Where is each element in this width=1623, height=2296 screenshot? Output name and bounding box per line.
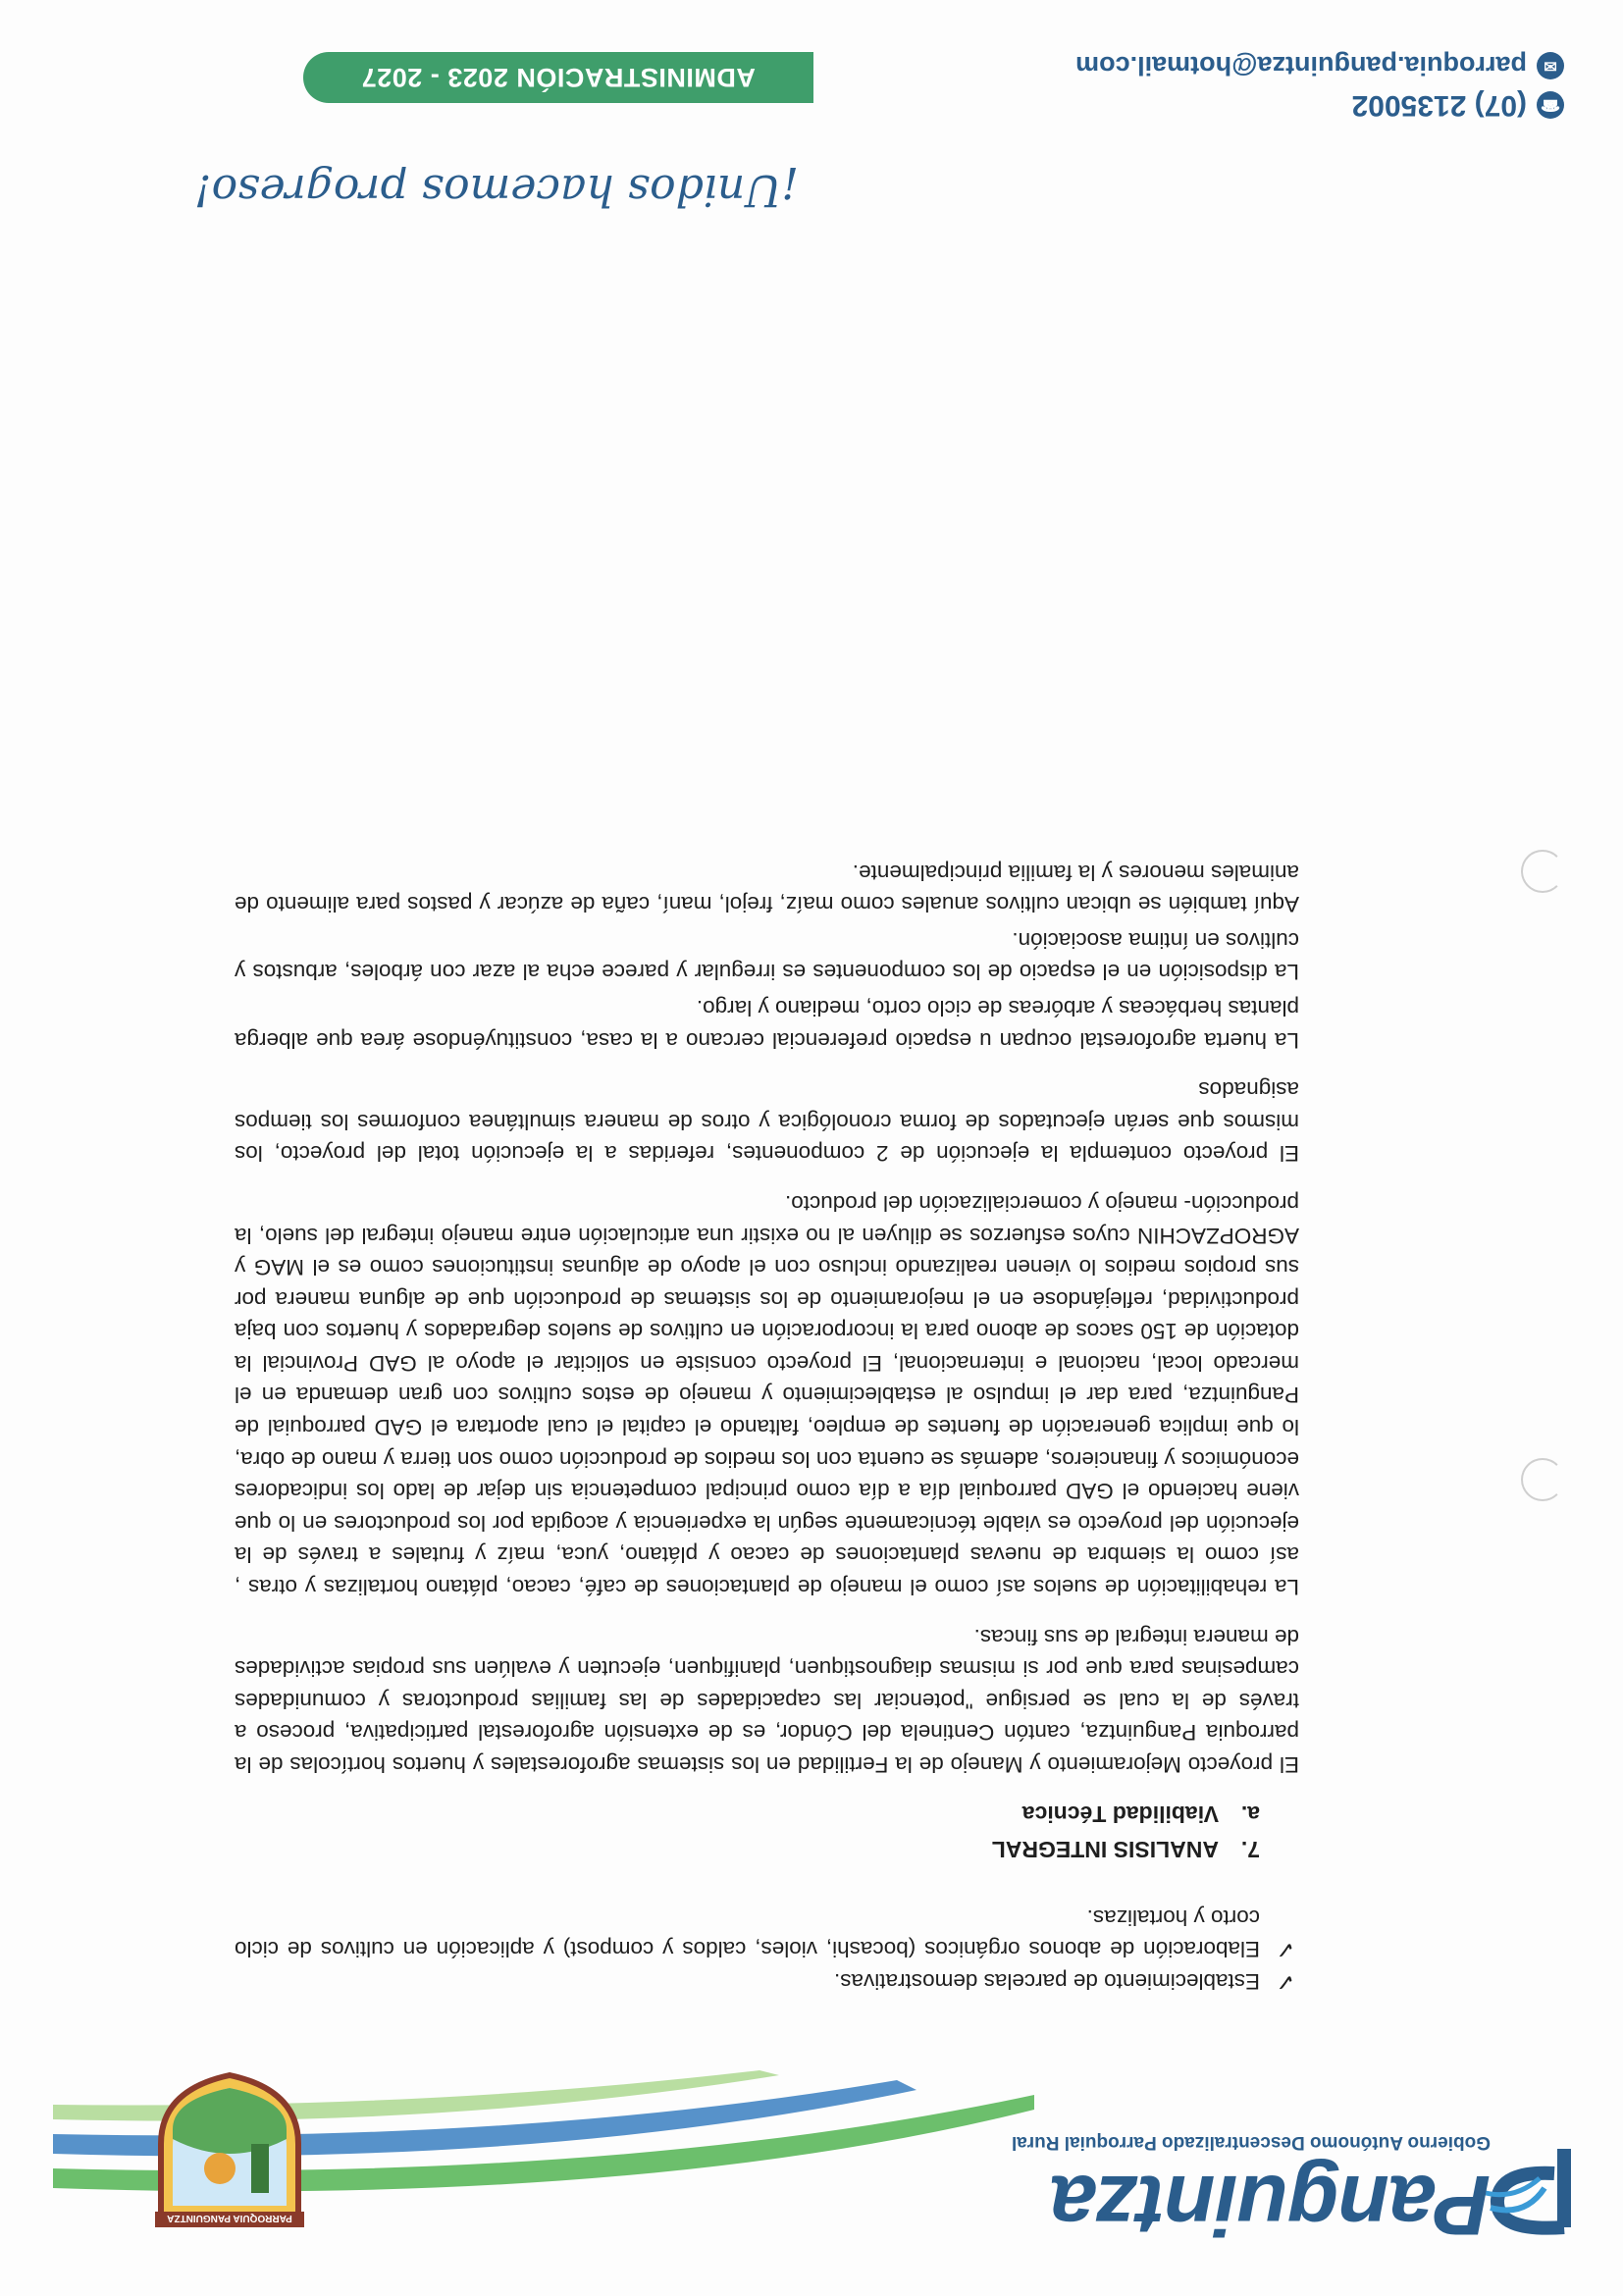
phone-row [1075,85,1564,125]
bullet-text: Establecimiento de parcelas demostrativas. [834,1969,1260,1994]
punch-hole-mark [1521,850,1564,893]
subsection-heading [235,1798,1260,1830]
subsection-title: Viabilidad Técnica [1021,1800,1219,1827]
brand-name: Panguintza [1050,2158,1491,2252]
letterhead-header [43,2070,1584,2257]
subsection-letter: a. [1240,1800,1260,1827]
document-body [235,838,1299,1997]
email-address: parroquia.panguintza@hotmail.com [1075,51,1527,81]
email-row [1075,46,1564,85]
checkmark-icon: ✓ [1275,1936,1295,1963]
seal-text: PARROQUIA PANGUINTZA [167,2213,292,2223]
section-heading [235,1834,1260,1866]
administration-banner: ADMINISTRACIÓN 2023 - 2027 [303,52,813,103]
paragraph: El proyecto contempla la ejecución de 2 componentes, referidas a la ejecución total del proyecto, los mismos que serán ejecutados de forma cronológica y otros de manera simultánea conformes los tiempos asignados [235,1077,1299,1167]
paragraph: Aquí también se ubican cultivos anuales como maíz, frejol, maní, caña de azúcar y pastos para alimento de animales menores y la familia principalmente. [235,860,1299,917]
section-number: 7. [1240,1837,1260,1863]
email-icon: ✉ [1537,52,1564,79]
bullet-item [235,1901,1299,1964]
phone-number: (07) 2135002 [1351,89,1527,122]
parish-seal-icon [141,2070,318,2237]
paragraph: La disposición en el espacio de los componentes es irregular y parece echa al azar con árboles, arbustos y cultivos en íntima asociación. [235,927,1299,985]
letterhead-footer [33,34,1564,215]
contact-info [1075,46,1564,125]
checkmark-icon: ✓ [1275,1968,1295,1995]
phone-icon: ☎ [1537,91,1564,119]
slogan: ¡Unidos hacemos progreso! [193,165,799,215]
panguintza-logo-icon [1476,2139,1584,2247]
bullet-text: Elaboración de abonos orgánicos (bocashi, violes, caldos y compost) y aplicación en cultivos de ciclo corto y hortalizas. [235,1905,1260,1962]
punch-hole-mark [1521,1458,1564,1501]
brand-subtitle: Gobierno Autónomo Descentralizado Parroquial Rural [1011,2132,1491,2153]
paragraph: La huerta agroforestal ocupan u espacio preferencial cercano a la casa, constituyéndose área que alberga plantas herbáceas y arbóreas de ciclo corto, mediano y largo. [235,995,1299,1053]
paragraph: El proyecto Mejoramiento y Manejo de la Fertilidad en los sistemas agroforestales y huertos hortícolas de la parroquia Panguintza, cantón Centinela del Cóndor, es de extensión agroforestal participativa, proceso a través de la cual se persigue "potenciar las capacidades de las familias productoras y comunidades campesinas para que por si mismas diagnostiquen, planifiquen, ejecuten y evalúen sus propias actividades de manera integral de sus fincas. [235,1624,1299,1778]
section-title: ANALISIS INTEGRAL [991,1837,1219,1863]
paragraph: La rehabilitación de suelos así como el manejo de plantaciones de café, cacao, plátano hortalizas y otras , así como la siembra de nuevas plantaciones de cacao y plátano, yuca, maíz y frutales a través de la ejecución del proyecto es viable técnicamente según la experiencia y acogida por los productores en lo que viene haciendo el GAD parroquial día a día como principal competencia sin dejar de lado los indicadores económicos y financieros, además se cuenta con los medios de producción como son tierra y mano de obra, lo que implica generación de fuentes de empleo, faltando el capital el cual aportara el GAD parroquial de Panguintza, para dar el impulso al establecimiento y manejo de estos cultivos con gran demanda en el mercado local, nacional e internacional, El proyecto consiste en solicitar el apoyo al GAD Provincial la dotación de 150 sacos de abono para la incorporación en cultivos de suelos degradados y huertos con baja productividad, reflejándose en el mejoramiento de los sistemas de producción que de alguna manera por sus propios medios lo vienen realizando incluso con el apoyo de algunas instituciones como es el MAG y AGROPZACHIN cuyos esfuerzos se diluyen al no existir una articulación entre manejo integral del suelo, la producción- manejo y comercialización del producto. [235,1190,1299,1600]
bullet-item [235,1964,1299,1997]
